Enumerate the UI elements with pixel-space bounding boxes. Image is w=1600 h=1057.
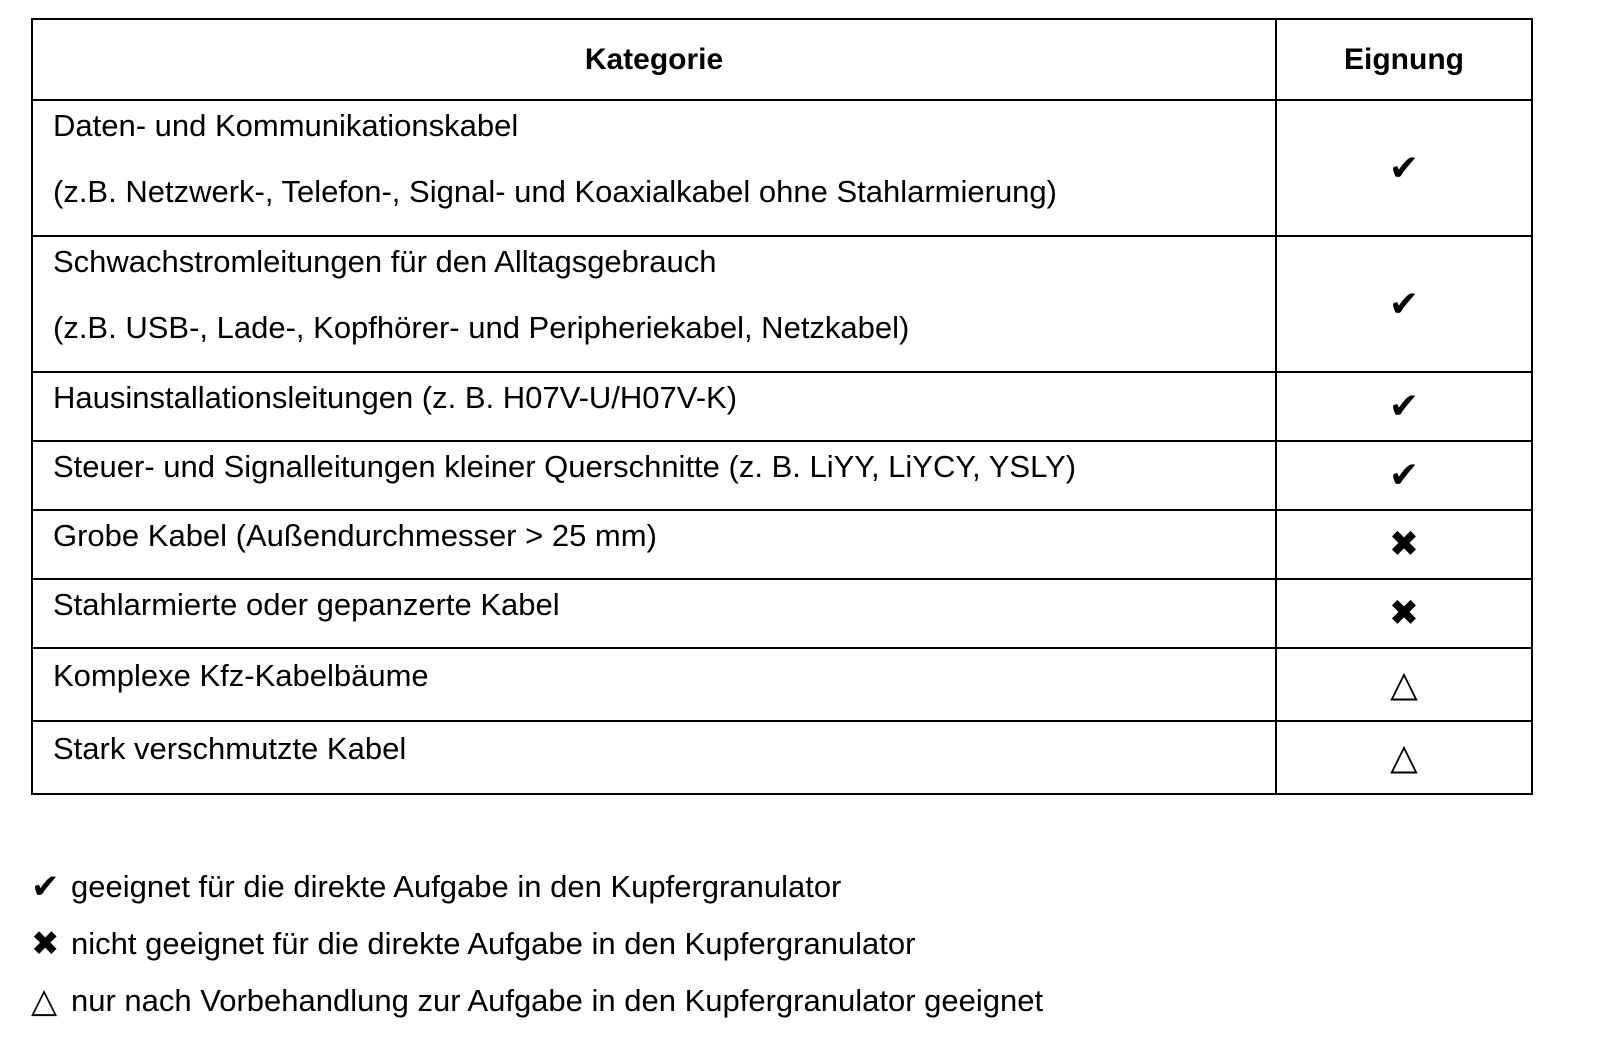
- triangle-icon: △: [1276, 648, 1532, 721]
- legend-item-suitable: [31, 858, 1043, 915]
- category-title: Steuer- und Signalleitungen kleiner Querschnitte (z. B. LiYY, LiYCY, YSLY): [53, 449, 1077, 484]
- category-title: Schwachstromleitungen für den Alltagsgebrauch: [53, 244, 717, 279]
- legend-item-pretreatment: [31, 972, 1043, 1029]
- category-cell: [32, 510, 1276, 579]
- checkmark-icon: ✔: [1276, 100, 1532, 236]
- category-title: Stark verschmutzte Kabel: [53, 731, 407, 766]
- header-category: Kategorie: [32, 19, 1276, 100]
- table-row: [32, 100, 1532, 236]
- table-row: [32, 579, 1532, 648]
- category-cell: [32, 372, 1276, 441]
- checkmark-icon: ✔: [1276, 236, 1532, 372]
- header-suitability: Eignung: [1276, 19, 1532, 100]
- cross-icon: ✖: [31, 923, 60, 964]
- category-title: Hausinstallationsleitungen (z. B. H07V-U/H07V-K): [53, 380, 738, 415]
- cross-icon: ✖: [1276, 579, 1532, 648]
- category-title: Grobe Kabel (Außendurchmesser > 25 mm): [53, 518, 657, 553]
- category-title: Stahlarmierte oder gepanzerte Kabel: [53, 587, 560, 622]
- category-cell: [32, 236, 1276, 372]
- legend-text: nicht geeignet für die direkte Aufgabe in den Kupfergranulator: [71, 925, 916, 961]
- legend-text: nur nach Vorbehandlung zur Aufgabe in den Kupfergranulator geeignet: [71, 982, 1044, 1018]
- category-cell: [32, 441, 1276, 510]
- category-examples: (z.B. USB-, Lade-, Kopfhörer- und Peripheriekabel, Netzkabel): [53, 310, 910, 345]
- legend-item-unsuitable: [31, 915, 1043, 972]
- checkmark-icon: ✔: [31, 866, 60, 907]
- table-row: [32, 372, 1532, 441]
- category-cell: [32, 579, 1276, 648]
- category-examples: (z.B. Netzwerk-, Telefon-, Signal- und Koaxialkabel ohne Stahlarmierung): [53, 174, 1057, 209]
- checkmark-icon: ✔: [1276, 441, 1532, 510]
- legend-text: geeignet für die direkte Aufgabe in den Kupfergranulator: [71, 868, 842, 904]
- table-row: [32, 648, 1532, 721]
- table-row: [32, 510, 1532, 579]
- cable-suitability-table: [31, 18, 1533, 795]
- category-title: Daten- und Kommunikationskabel: [53, 108, 519, 143]
- cross-icon: ✖: [1276, 510, 1532, 579]
- legend: [31, 858, 1043, 1029]
- checkmark-icon: ✔: [1276, 372, 1532, 441]
- triangle-icon: △: [31, 980, 58, 1021]
- table-header-row: [32, 19, 1532, 100]
- category-cell: [32, 721, 1276, 794]
- table-row: [32, 236, 1532, 372]
- table-row: [32, 721, 1532, 794]
- category-title: Komplexe Kfz-Kabelbäume: [53, 658, 429, 693]
- triangle-icon: △: [1276, 721, 1532, 794]
- cable-suitability-table-wrapper: [31, 18, 1531, 795]
- category-cell: [32, 648, 1276, 721]
- table-row: [32, 441, 1532, 510]
- category-cell: [32, 100, 1276, 236]
